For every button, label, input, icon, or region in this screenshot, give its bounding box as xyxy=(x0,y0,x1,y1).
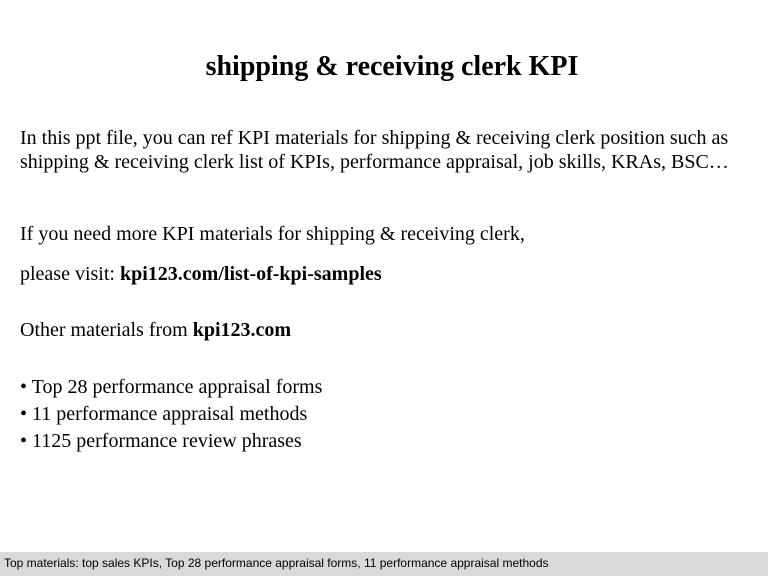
more-materials-line: If you need more KPI materials for shipping & receiving clerk, xyxy=(20,223,525,245)
list-item: • Top 28 performance appraisal forms xyxy=(20,376,323,398)
visit-line xyxy=(20,262,382,286)
other-materials-line xyxy=(20,318,291,342)
visit-link[interactable]: kpi123.com/list-of-kpi-samples xyxy=(119,263,382,285)
footer-bar: Top materials: top sales KPIs, Top 28 performance appraisal forms, 11 performance appraisal methods xyxy=(0,552,768,576)
list-item: • 11 performance appraisal methods xyxy=(20,403,308,425)
visit-prefix: please visit: xyxy=(20,263,120,285)
other-prefix: Other materials from xyxy=(20,319,193,341)
intro-paragraph: In this ppt file, you can ref KPI materials for shipping & receiving clerk position such as shipping & receiving clerk list of KPIs, performance appraisal, job skills, KRAs, BSC… xyxy=(20,127,729,173)
slide-title: shipping & receiving clerk KPI xyxy=(205,51,579,82)
other-link[interactable]: kpi123.com xyxy=(192,319,292,341)
materials-list xyxy=(20,374,322,455)
list-item: • 1125 performance review phrases xyxy=(20,430,302,452)
